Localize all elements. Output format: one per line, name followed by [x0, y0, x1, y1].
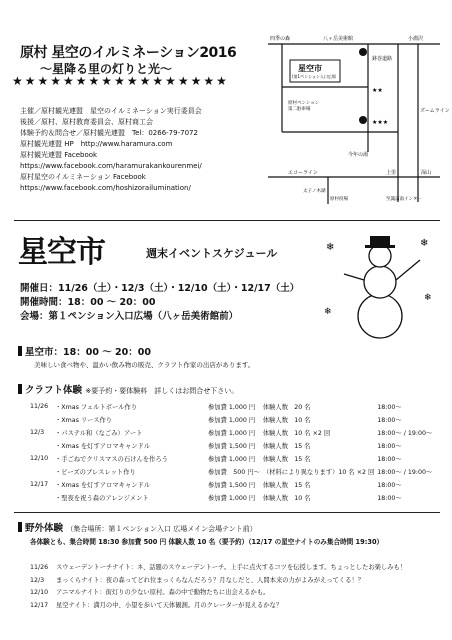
outdoor-text: 星空ナイト：満月の中、小望を歩いて天体観測。月のクレーターが見えるかな？ — [56, 601, 283, 609]
access-map — [268, 32, 450, 212]
craft-name: ・Xmas フェルトボール作り — [55, 404, 138, 411]
outdoor-row — [30, 575, 406, 588]
snowflake-icon: ❄ — [326, 242, 335, 253]
star-marker-icon: ★★ — [372, 87, 383, 94]
map-label: 鉢巻道路 — [372, 56, 393, 62]
craft-name: ・手ごねでクリスマスの石けんを作ろう — [55, 456, 168, 463]
craft-time: 18:00～ — [377, 417, 402, 424]
outdoor-note: （集合場所：第１ペンション入口 広場メイン会場テント前） — [66, 525, 257, 533]
map-label: 第二駐車場 — [288, 107, 311, 112]
craft-name: ・Xmas リース作り — [55, 417, 113, 424]
divider — [14, 220, 440, 221]
craft-time: 18:00～ / 19:00～ — [377, 430, 433, 437]
craft-date — [30, 465, 55, 478]
snowman-illustration — [320, 230, 440, 342]
craft-time: 18:00～ — [377, 456, 402, 463]
venue-line: 会場：第１ペンション入口広場（八ヶ岳美術館前） — [20, 311, 239, 322]
organizer-info — [20, 106, 260, 194]
info-line: 体験予約＆問合せ／原村観光連盟 Tel：0266-79-7072 — [20, 129, 198, 137]
craft-cap: 体験人数 10 名 — [262, 417, 311, 424]
craft-date — [30, 413, 55, 426]
craft-time: 18:00～ / 19:00～ — [377, 469, 433, 476]
outdoor-date: 12/3 — [30, 576, 45, 584]
section-bar — [18, 346, 22, 356]
craft-time: 18:00～ — [377, 404, 402, 411]
craft-fee: 参加費 1,000 円 — [208, 404, 256, 411]
craft-time: 18:00～ — [377, 482, 402, 489]
map-label: 原村役場 — [330, 197, 348, 202]
craft-date: 12/10 — [30, 455, 49, 462]
info-line: 後援／原村、原村教育委員会、原村商工会 — [20, 118, 153, 126]
snowflake-icon: ❄ — [420, 238, 429, 249]
outdoor-date: 11/26 — [30, 564, 49, 571]
craft-fee: 参加費 1,500 円 — [208, 482, 256, 489]
map-label: 四季の森 — [270, 36, 291, 42]
craft-row — [30, 413, 435, 426]
outdoor-row — [30, 600, 406, 613]
map-venue: 星空市 — [298, 64, 322, 73]
section-bar — [18, 384, 22, 394]
map-label: 小淵沢 — [408, 36, 424, 42]
craft-row — [30, 478, 435, 491]
map-label: エコーライン — [288, 170, 318, 176]
craft-row — [30, 400, 435, 413]
dates-line: 開催日：11/26（土）・12/3（土）・12/10（土）・12/17（土） — [20, 283, 300, 294]
info-line[interactable]: 原村観光連盟 HP http://www.haramura.com — [20, 140, 173, 148]
craft-name: ・聖夜を祝う森のアレンジメント — [55, 495, 149, 502]
outdoor-text: アニマルナイト：街灯りの少ない原村。森の中で動物たちに出会えるかも。 — [56, 589, 270, 596]
craft-cap: （材料により異なります）10 名 ×2 回 — [262, 469, 375, 476]
outdoor-sub: 各体験とも、集合時間 18:30 参加費 500 円 体験人数 10 名（要予約）（12/17 の星空ナイトのみ集合時間 19:30） — [30, 538, 384, 546]
outdoor-text: スウェーデントーチナイト：ネ、話題のスウェーデントーチ。上手に点火するコツを伝授します。ちょっとしたお楽しみも！ — [56, 564, 407, 571]
craft-fee: 参加費 1,000 円 — [208, 495, 256, 502]
market-description: 美味しい食べ物や、温かい飲み物の販売、クラフト作家の出店があります。 — [34, 361, 255, 369]
time-line: 開催時間：18：00 ～ 20：00 — [20, 297, 156, 308]
outdoor-text: まっくらナイト：夜の森ってどれ位まっくらなんだろう？月なしだと、人間本来の力がよみがえってくる！？ — [56, 576, 365, 584]
craft-row — [30, 426, 435, 439]
map-label: 今年の湯 — [348, 152, 369, 158]
outdoor-list — [30, 562, 406, 612]
outdoor-row — [30, 587, 406, 600]
craft-heading — [18, 382, 238, 396]
hoshizora-ichi-logo: 星空市 — [18, 235, 105, 270]
map-venue-note: (第1ペンション入口広場 — [292, 74, 336, 79]
craft-cap: 体験人数 15 名 — [262, 443, 311, 450]
craft-cap: 体験人数 10 名 ×2 回 — [262, 430, 331, 437]
poster-subtitle: ～星降る里の灯りと光～ — [40, 62, 173, 76]
craft-cap: 体験人数 10 名 — [262, 495, 311, 502]
craft-date: 11/26 — [30, 403, 49, 410]
map-label: 八ヶ岳美術館 — [323, 36, 354, 42]
craft-fee: 参加費 1,000 円 — [208, 456, 256, 463]
craft-date: 12/17 — [30, 481, 49, 488]
craft-name: ・Xmas を灯すアロマキャンドル — [55, 443, 151, 450]
craft-fee: 参加費 500 円～ — [208, 469, 260, 476]
event-dates — [20, 282, 299, 324]
outdoor-heading-text: 野外体験 — [25, 523, 64, 534]
craft-date — [30, 491, 55, 504]
craft-time: 18:00～ — [377, 443, 402, 450]
market-heading — [18, 344, 151, 358]
weekend-schedule-title: 週末イベントスケジュール — [146, 247, 278, 260]
map-label: 深山 — [421, 170, 432, 176]
craft-cap: 体験人数 20 名 — [262, 404, 311, 411]
section-bar — [18, 522, 22, 532]
craft-row — [30, 491, 435, 504]
craft-heading-text: クラフト体験 — [25, 385, 83, 396]
info-line[interactable]: https://www.facebook.com/hoshizorailumination/ — [20, 184, 191, 192]
craft-fee: 参加費 1,000 円 — [208, 430, 256, 437]
craft-time: 18:00～ — [377, 495, 402, 502]
craft-name: ・Xmas を灯すアロマキャンドル — [55, 482, 151, 489]
outdoor-row — [30, 562, 406, 575]
craft-name: ・パステル和（なごみ）アート — [55, 430, 143, 437]
info-line[interactable]: https://www.facebook.com/haramurakankourenmei/ — [20, 162, 202, 170]
craft-note: ※要予約・要体験料 詳しくはお問合せ下さい。 — [85, 387, 239, 395]
map-label: 至諏訪南インター — [386, 197, 422, 202]
info-line: 原村星空のイルミネーション Facebook — [20, 173, 146, 181]
outdoor-date: 12/10 — [30, 589, 49, 596]
craft-name: ・ビーズのブレスレット作り — [55, 469, 136, 476]
poster-title: 原村 星空のイルミネーション2016 — [20, 45, 237, 61]
map-label: 原村ペンション — [288, 101, 320, 106]
craft-table — [30, 400, 435, 504]
outdoor-date: 12/17 — [30, 601, 49, 609]
snowflake-icon: ❄ — [324, 307, 332, 317]
star-marker-icon: ★★★ — [372, 119, 389, 126]
divider — [14, 512, 440, 513]
star-row: ★★★★★★★★★★★★★★★★★ — [12, 74, 229, 88]
outdoor-heading — [18, 520, 257, 534]
craft-cap: 体験人数 15 名 — [262, 482, 311, 489]
info-line: 主催／原村観光連盟 星空のイルミネーション実行委員会 — [20, 107, 202, 115]
snowflake-icon: ❄ — [424, 293, 432, 303]
map-label: 上里 — [386, 170, 397, 176]
parking-icon — [359, 116, 367, 124]
craft-fee: 参加費 1,500 円 — [208, 443, 256, 450]
info-line: 原村観光連盟 Facebook — [20, 151, 98, 159]
map-label: ズームライン — [420, 108, 450, 114]
craft-cap: 体験人数 15 名 — [262, 456, 311, 463]
map-label: 太子ノ木湖 — [303, 189, 326, 194]
parking-icon — [359, 48, 367, 56]
craft-fee: 参加費 1,000 円 — [208, 417, 256, 424]
craft-date — [30, 439, 55, 452]
craft-row — [30, 465, 435, 478]
craft-row — [30, 452, 435, 465]
market-heading-text: 星空市：18：00 ～ 20：00 — [25, 347, 151, 358]
craft-row — [30, 439, 435, 452]
craft-date: 12/3 — [30, 429, 45, 436]
